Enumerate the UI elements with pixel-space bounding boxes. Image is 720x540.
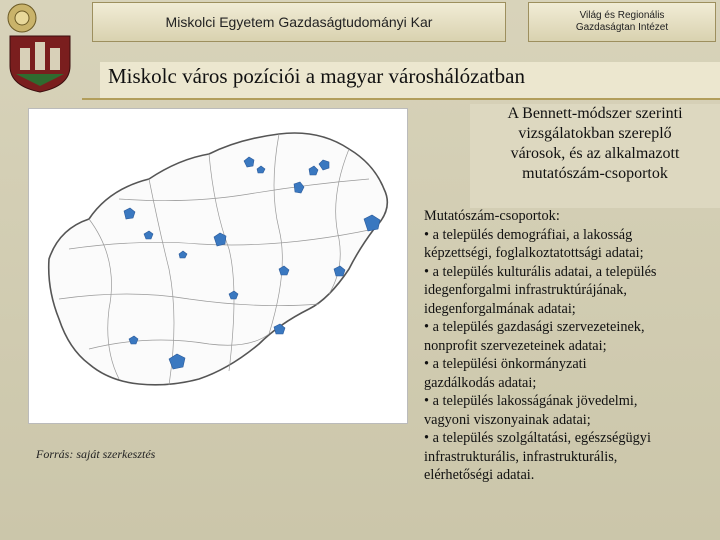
text-line: elérhetőségi adatai. (424, 467, 535, 483)
text-line: Mutatószám-csoportok: (424, 208, 560, 224)
subtitle-line: A Bennett-módszer szerinti (507, 105, 683, 122)
text-line: • a település kulturális adatai, a település (424, 263, 657, 280)
text-line: vagyoni viszonyainak adatai; (424, 411, 591, 428)
text-line: idegenforgalmának adatai; (424, 300, 576, 317)
text-line: idegenforgalmi infrastruktúrájának, (424, 282, 627, 298)
text-line: • a település demográfiai, a lakosság (424, 226, 633, 243)
text-line: nonprofit szervezeteinek adatai; (424, 337, 607, 354)
text-line: • a település gazdasági szervezeteinek, (424, 319, 645, 335)
institute-name-line1: Világ és Regionális (579, 10, 665, 21)
university-crest-logo (2, 2, 78, 94)
page-title: Miskolc város pozíciói a magyar városhálózatban (108, 64, 525, 88)
text-line: • a település lakosságának jövedelmi, (424, 393, 638, 409)
university-banner (92, 2, 506, 42)
hungary-map (29, 109, 407, 423)
subtitle-box (470, 104, 720, 208)
subtitle-line: városok, és az alkalmazott (510, 145, 680, 162)
indicator-groups-text (424, 207, 716, 485)
text-line: • a települési önkormányzati (424, 356, 587, 372)
subtitle-line: mutatószám-csoportok (522, 165, 668, 182)
text-line: • a település szolgáltatási, egészségügyi (424, 430, 651, 446)
country-outline (49, 133, 388, 385)
title-underline (82, 98, 720, 100)
subtitle-line: vizsgálatokban szereplő (518, 125, 672, 142)
hungary-map-panel (28, 108, 408, 424)
text-line: gazdálkodás adatai; (424, 374, 537, 391)
text-line: infrastrukturális, infrastrukturális, (424, 448, 618, 465)
institute-banner (528, 2, 716, 42)
map-source-caption: Forrás: saját szerkesztés (36, 447, 156, 461)
institute-name-line2: Gazdaságtan Intézet (575, 22, 669, 33)
text-line: képzettségi, foglalkoztatottsági adatai; (424, 245, 644, 261)
university-name: Miskolci Egyetem Gazdaságtudományi Kar (165, 14, 433, 30)
